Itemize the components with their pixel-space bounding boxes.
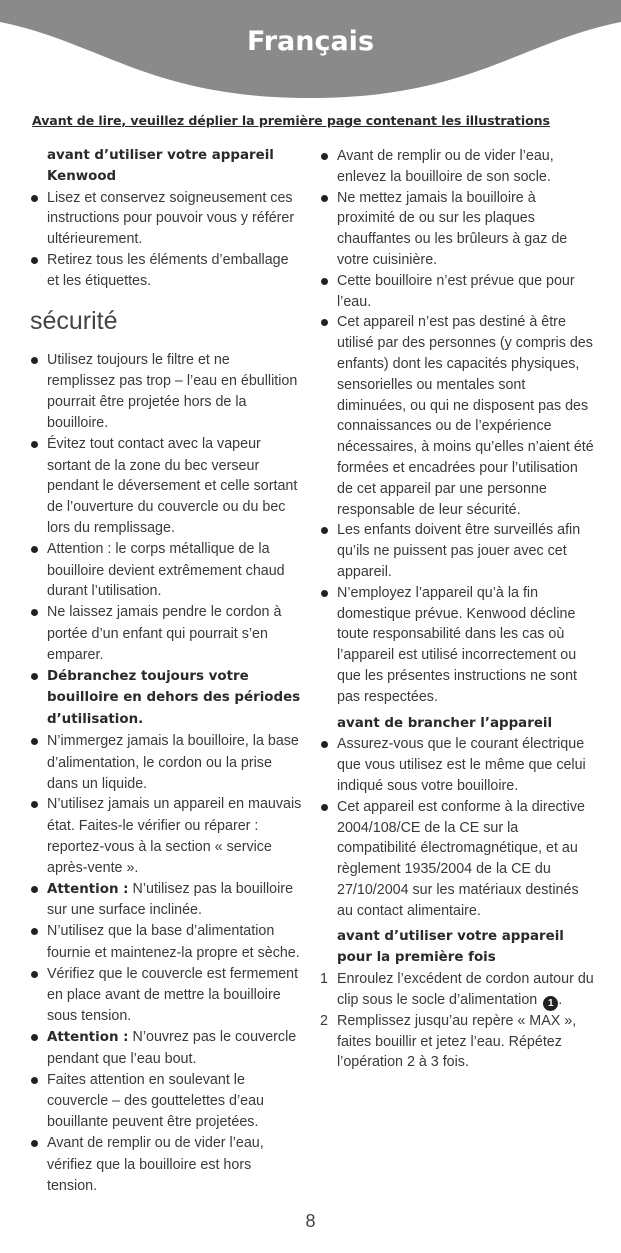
list-item: Faites attention en soulevant le couvercle – des gouttelettes d’eau bouillante peuvent être projetées. bbox=[30, 1070, 302, 1133]
safety-list bbox=[30, 350, 302, 1197]
list-item: Attention : N’ouvrez pas le couvercle pendant que l’eau bout. bbox=[30, 1027, 302, 1070]
left-column bbox=[30, 146, 302, 1196]
list-item: Lisez et conservez soigneusement ces instructions pour pouvoir vous y référer ultérieurement. bbox=[30, 188, 302, 250]
list-item: Avant de remplir ou de vider l’eau, vérifiez que la bouilloire est hors tension. bbox=[30, 1133, 302, 1196]
list-item: Avant de remplir ou de vider l’eau, enlevez la bouilloire de son socle. bbox=[320, 146, 594, 188]
list-item: N’utilisez que la base d’alimentation fournie et maintenez-la propre et sèche. bbox=[30, 921, 302, 964]
list-item: Cet appareil est conforme à la directive 2004/108/CE de la CE sur la compatibilité électromagnétique, et au règlement 1935/2004 de la CE du 27/10/2004 sur les matériaux destinés au contact alimentaire. bbox=[320, 797, 594, 922]
safety-list-continued bbox=[320, 146, 594, 708]
list-item: Utilisez toujours le filtre et ne remplissez pas trop – l’eau en ébullition pourrait être projetée hors de la bouilloire. bbox=[30, 350, 302, 434]
list-item: Attention : le corps métallique de la bouilloire devient extrêmement chaud durant l’utilisation. bbox=[30, 539, 302, 602]
page-number: 8 bbox=[305, 1211, 316, 1231]
list-item: Attention : N’utilisez pas la bouilloire sur une surface inclinée. bbox=[30, 879, 302, 922]
list-item: Évitez tout contact avec la vapeur sortant de la zone du bec verseur pendant le déversement et celle sortant de l’ouverture du couvercle ou du bec lors du remplissage. bbox=[30, 434, 302, 539]
list-item: Retirez tous les éléments d’emballage et les étiquettes. bbox=[30, 250, 302, 292]
list-item: Ne mettez jamais la bouilloire à proximité de ou sur les plaques chauffantes ou les brûleurs à gaz de votre cuisinière. bbox=[320, 188, 594, 271]
language-title: Français bbox=[246, 26, 375, 57]
step-number: 1 bbox=[320, 971, 328, 988]
list-item: Cette bouilloire n’est prévue que pour l’eau. bbox=[320, 271, 594, 313]
list-item: N’utilisez jamais un appareil en mauvais état. Faites-le vérifier ou réparer : reportez-vous à la section « service après-vente ». bbox=[30, 794, 302, 878]
before-use-heading: avant d’utiliser votre appareil Kenwood bbox=[47, 148, 274, 184]
list-item: Les enfants doivent être surveillés afin qu’ils ne puissent pas jouer avec cet appareil. bbox=[320, 520, 594, 582]
list-item: Débranchez toujours votre bouilloire en dehors des périodes d’utilisation. bbox=[30, 666, 302, 731]
first-use-steps bbox=[320, 969, 594, 1073]
first-use-heading: avant d’utiliser votre appareil pour la première fois bbox=[337, 929, 564, 966]
step-item: 1 Enroulez l’excédent de cordon autour du clip sous le socle d’alimentation 1 . bbox=[320, 971, 594, 1009]
before-use-list bbox=[30, 188, 302, 292]
right-column bbox=[320, 146, 594, 1073]
illustration-ref-icon: 1 bbox=[543, 996, 558, 1011]
list-item: Ne laissez jamais pendre le cordon à portée d’un enfant qui pourrait s’en emparer. bbox=[30, 602, 302, 665]
list-item: N’employez l’appareil qu’à la fin domestique prévue. Kenwood décline toute responsabilité dans les cas où l’appareil est utilisé incorrectement ou que les présentes instructions ne sont pas respectées. bbox=[320, 583, 594, 708]
list-item: Vérifiez que le couvercle est fermement en place avant de mettre la bouilloire sous tension. bbox=[30, 964, 302, 1027]
step-number: 2 bbox=[320, 1012, 328, 1029]
step-item: 2 Remplissez jusqu’au repère « MAX », faites bouillir et jetez l’eau. Répétez l’opération 2 à 3 fois. bbox=[320, 1012, 577, 1071]
list-item: N’immergez jamais la bouilloire, la base d’alimentation, le cordon ou la prise dans un liquide. bbox=[30, 731, 302, 794]
list-item: Cet appareil n’est pas destiné à être utilisé par des personnes (y compris des enfants) dont les capacités physiques, sensorielles ou mentales sont diminuées, ou qui ne disposent pas des connaissances ou de l’expérience nécessaires, à moins qu’elles n’aient été formées et encadrées pour l’utilisation de cet appareil par une personne responsable de leur sécurité. bbox=[320, 312, 594, 520]
before-plugging-list bbox=[320, 734, 594, 921]
intro-notice: Avant de lire, veuillez déplier la première page contenant les illustrations bbox=[32, 113, 550, 128]
before-plugging-heading: avant de brancher l’appareil bbox=[337, 715, 553, 731]
safety-section-title: sécurité bbox=[30, 306, 118, 335]
list-item: Assurez-vous que le courant électrique que vous utilisez est le même que celui indiqué sous votre bouilloire. bbox=[320, 734, 594, 796]
